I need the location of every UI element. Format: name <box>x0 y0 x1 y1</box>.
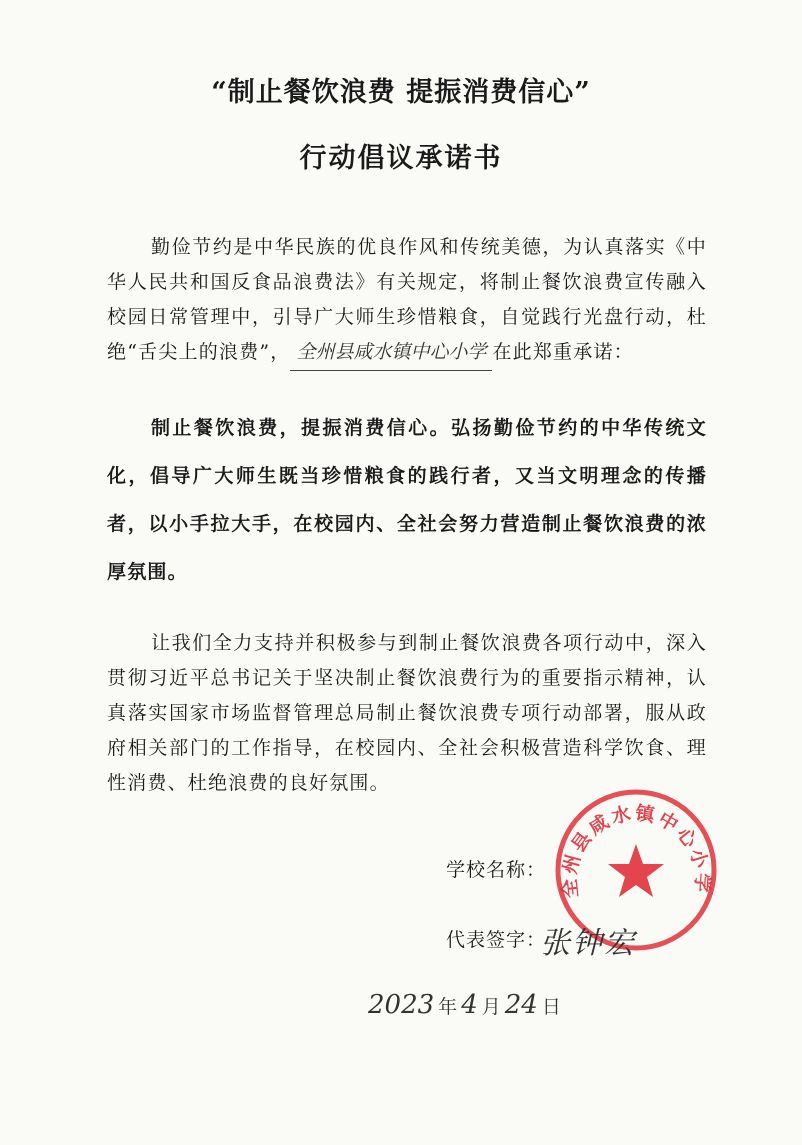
date-year-unit: 年 <box>438 996 458 1018</box>
title-line-2: 行动倡议承诺书 <box>299 143 503 174</box>
school-name-label: 学校名称： <box>446 859 547 881</box>
handwritten-school-name: 全州县咸水镇中心小学 <box>290 335 492 371</box>
paragraph-1-end: 在此郑重承诺： <box>492 341 634 363</box>
seal-text: 全州县咸水镇中心小学 <box>558 802 714 900</box>
title-line-1: “制止餐饮浪费 提振消费信心” <box>211 77 591 108</box>
paragraph-3: 让我们全力支持并积极参与到制止餐饮浪费各项行动中，深入贯彻习近平总书记关于坚决制止餐饮浪费行为的重要指示精神，认真落实国家市场监督管理总局制止餐饮浪费专项行动部署，服从政府相关部门的工作指导，在校园内、全社会积极营造科学饮食、理性消费、杜绝浪费的良好氛围。 <box>107 632 707 794</box>
date-month: 4 <box>461 990 478 1020</box>
paragraph-2: 制止餐饮浪费，提振消费信心。弘扬勤俭节约的中华传统文化，倡导广大师生既当珍惜粮食的践行者，又当文明理念的传播者，以小手拉大手，在校园内、全社会努力营造制止餐饮浪费的浓厚氛围。 <box>107 417 707 583</box>
date <box>368 990 565 1020</box>
date-year: 2023 <box>368 990 435 1020</box>
paragraph-1-text: 勤俭节约是中华民族的优良作风和传统美德，为认真落实《中华人民共和国反食品浪费法》有关规定，将制止餐饮浪费宣传融入校园日常管理中，引导广大师生珍惜粮食，自觉践行光盘行动，杜绝“舌尖上的浪费”， <box>107 236 707 363</box>
handwritten-signature: 张钟宏 <box>540 926 636 961</box>
date-day-unit: 日 <box>541 996 561 1018</box>
paragraph-1 <box>107 230 707 371</box>
date-month-unit: 月 <box>481 996 501 1018</box>
signature-label: 代表签字： <box>446 929 547 951</box>
date-day: 24 <box>504 990 538 1020</box>
